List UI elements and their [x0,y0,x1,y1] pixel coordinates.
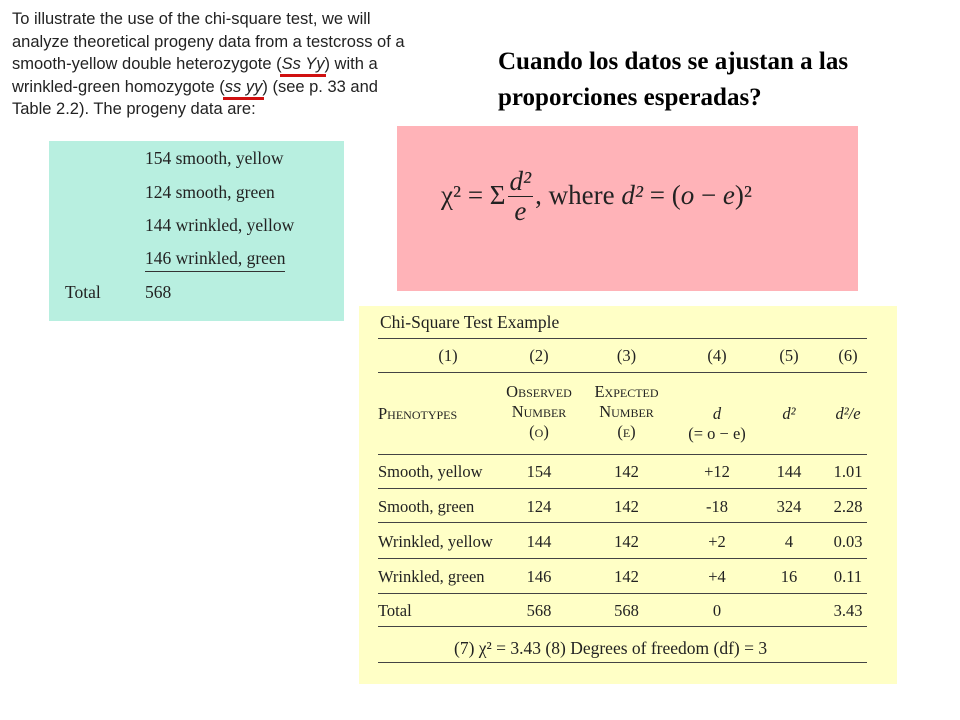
col-number: (4) [707,346,727,365]
intro-line [12,53,458,76]
header-d-l2: (= o − e) [688,424,746,443]
table-rule [378,372,867,373]
cell-phenotype: Smooth, yellow [378,462,483,481]
header-d2: d² [782,404,796,423]
header-expected-l2: Number [599,402,654,421]
cell-d: 0 [712,601,722,620]
formula-box [397,126,858,291]
cell-observed: 146 [526,567,552,586]
progeny-total-value: 568 [145,282,172,302]
cell-d2: 16 [780,567,798,586]
table-rule [378,454,867,455]
intro-line-part: ) with a [324,55,378,73]
header-observed-l2: Number [511,402,567,421]
table-rule [378,488,867,489]
header-d2e: d²/e [835,404,861,423]
formula-fraction [508,166,534,225]
intro-line: Table 2.2). The progeny data are: [12,100,256,118]
header-d-l1: d [712,404,722,423]
chi-square-formula [441,166,752,225]
intro-line: analyze theoretical progeny data from a testcross of a [12,32,405,51]
formula-minus: − [694,180,723,210]
progeny-item: 154 smooth, yellow [145,148,284,168]
cell-d2e: 0.03 [833,532,863,551]
formula-o: o [680,180,695,210]
cell-phenotype: Total [378,601,412,620]
progeny-total-label: Total [65,282,101,302]
formula-d2: d² [621,180,643,210]
cell-expected: 142 [614,497,639,516]
formula-lhs: χ² = Σ [441,180,506,210]
table-rule [378,558,867,559]
cell-expected: 142 [614,567,639,586]
header-d [677,404,757,444]
header-observed [499,382,579,442]
intro-line-part: wrinkled-green homozygote ( [12,77,225,96]
cell-d: -18 [706,497,728,516]
formula-close: )² [734,180,752,210]
table-footer: (7) χ² = 3.43 (8) Degrees of freedom (df) = 3 [454,638,768,658]
genotype-homozygote: ss yy [224,77,263,96]
formula-numerator: d² [509,166,532,196]
formula-where: , where [535,180,622,210]
col-number: (5) [779,346,799,365]
cell-observed: 568 [526,601,552,620]
question-line: Cuando los datos se ajustan a las [498,48,849,75]
chi-square-table [359,306,897,684]
formula-e: e [722,180,735,210]
table-title: Chi-Square Test Example [380,312,560,332]
cell-observed: 124 [526,497,552,516]
cell-d2: 144 [776,462,802,481]
col-number: (3) [616,346,637,365]
formula-denominator: e [514,196,527,226]
cell-expected: 142 [614,532,639,551]
cell-expected: 142 [614,462,639,481]
formula-equals: = ( [642,180,681,210]
progeny-data-box [49,141,344,321]
question-line: proporciones esperadas? [498,84,762,111]
cell-phenotype: Wrinkled, green [378,567,485,586]
header-phenotypes: Phenotypes [378,404,458,423]
table-rule [378,593,867,594]
intro-line: To illustrate the use of the chi-square test, we will [12,10,371,28]
cell-d2e: 1.01 [833,462,863,481]
cell-d2e: 3.43 [833,601,863,620]
col-number: (1) [438,346,458,365]
cell-observed: 144 [526,532,552,551]
table-rule [378,662,867,663]
cell-expected: 568 [614,601,639,620]
cell-observed: 154 [526,462,552,481]
progeny-item: 146 wrinkled, green [145,248,285,272]
table-rule [378,522,867,523]
intro-line-part: ) (see p. 33 and [262,77,378,96]
cell-d: +2 [708,532,726,551]
cell-d2: 324 [776,497,802,516]
cell-d2e: 2.28 [833,497,863,516]
intro-line-part: smooth-yellow double heterozygote ( [12,55,282,73]
table-rule [378,338,867,339]
col-number: (2) [529,346,549,365]
genotype-heterozygote: Ss Yy [281,55,325,73]
progeny-item: 124 smooth, green [145,182,275,202]
cell-phenotype: Wrinkled, yellow [378,532,493,551]
progeny-item: 144 wrinkled, yellow [145,215,295,235]
question-heading [498,44,953,116]
intro-line [12,76,458,99]
col-number: (6) [838,346,858,365]
header-observed-l1: Observed [506,382,572,401]
header-expected-l3: (e) [617,422,636,441]
cell-phenotype: Smooth, green [378,497,475,516]
intro-paragraph [12,8,458,121]
cell-d: +12 [704,462,730,481]
cell-d2e: 0.11 [833,567,863,586]
table-rule [378,626,867,627]
header-expected-l1: Expected [594,382,659,401]
cell-d: +4 [708,567,726,586]
cell-d2: 4 [784,532,794,551]
header-expected [584,382,669,442]
header-observed-l3: (o) [529,422,549,441]
